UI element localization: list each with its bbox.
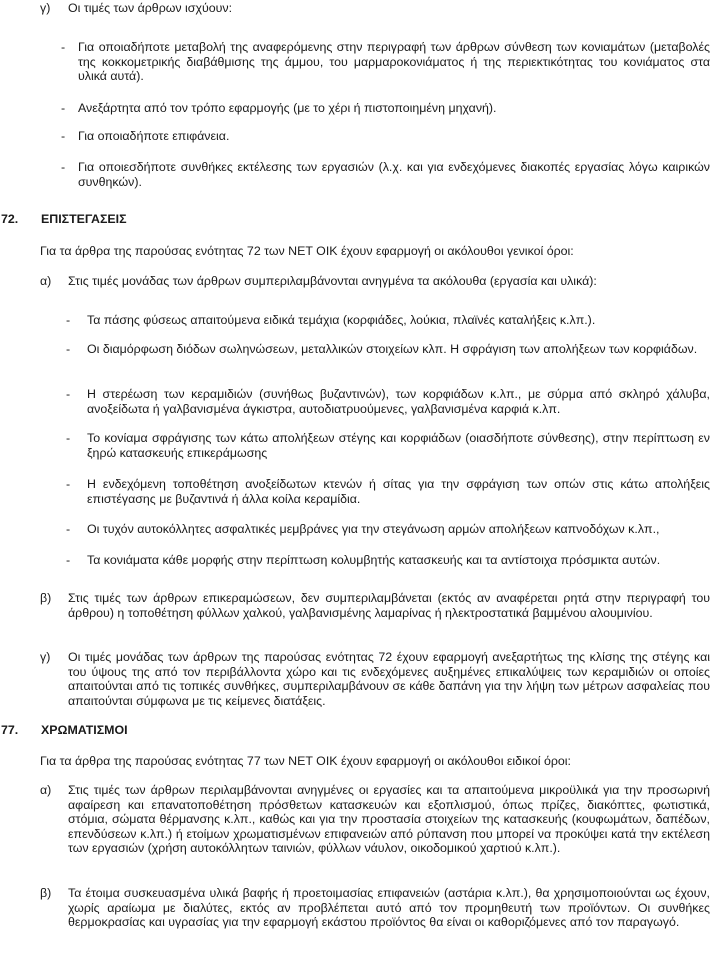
dash-marker: - [66,342,71,356]
paragraph: Στις τιμές των άρθρων περιλαμβάνονται ανηγμένες οι εργασίες και τα απαιτούμενα μικρoϋλικά για την προσωρινή αφαίρεση και επανατοποθέτηση πρόσθετων κατασκευών και εξοπλισμού, όπως πρίζες, διακόπτες, φωτιστικά, στόμια, σώματα θέρμανσης κ.λπ., καθώς και για την προστασία στοιχείων της κατασκευής (κουφωμάτων, δαπέδων, επενδύσεων κ.λπ.) ή ετοίμων χρωματισμένων επιφανειών από ρύπανση που μπορεί να προκύψει κατά την εκτέλεση των εργασιών (χρήση αυτοκόλλητων ταινιών, φύλλων νάυλον, οικοδομικού χαρτιού κ.λπ.). [68,783,710,856]
item-marker: γ) [40,1,51,15]
paragraph: Στις τιμές μονάδας των άρθρων συμπεριλαμβάνονται ανηγμένα τα ακόλουθα (εργασία και υλικά): [68,274,597,288]
dash-marker: - [66,553,71,567]
item-marker: β) [40,886,52,900]
section-title: ΧΡΩΜΑΤΙΣΜΟΙ [41,723,128,737]
list-item: Οι τυχόν αυτοκόλλητες ασφαλτικές μεμβράνες για την στεγάνωση αρμών απολήξεων καπνοδόχων κ.λπ., [87,522,660,536]
dash-marker: - [66,431,71,445]
section-intro: Για τα άρθρα της παρούσας ενότητας 72 των ΝΕΤ ΟΙΚ έχουν εφαρμογή οι ακόλουθοι γενικοί όροι: [40,244,574,258]
dash-marker: - [66,477,71,491]
paragraph: Οι τιμές μονάδας των άρθρων της παρούσας ενότητας 72 έχουν εφαρμογή ανεξαρτήτως της κλίσης της στέγης και του ύψους της από τον περιβάλλοντα χώρο και τις ενδεχόμενες αυξημένες επικαλύψεις των κεραμιδιών οι οποίες απαιτούνται από τις τοπικές συνθήκες, συμπεριλαμβάνουν σε κάθε δαπάνη για την λήψη των μέτρων ασφαλείας που απαιτούνται σύμφωνα με τις κείμενες διατάξεις. [68,650,710,708]
dash-marker: - [66,387,71,401]
section-heading [1,212,301,228]
dash-marker: - [61,40,66,54]
paragraph: Οι τιμές των άρθρων ισχύουν: [68,1,233,15]
list-item: Η στερέωση των κεραμιδιών (συνήθως βυζαντινών), των κορφιάδων κ.λπ., με σύρμα από σκληρό χάλυβα, ανοξείδωτα ή γαλβανισμένα άγκιστρα, αυτοδιατρυούμενες, γαλβανισμένα καρφιά κ.λπ. [87,387,710,416]
dash-marker: - [61,129,66,143]
section-number: 72. [1,212,19,226]
dash-marker: - [66,313,71,327]
section-number: 77. [1,723,19,737]
section-title: ΕΠΙΣΤΕΓΑΣΕΙΣ [41,212,127,226]
item-marker: α) [40,274,52,288]
list-item: Η ενδεχόμενη τοποθέτηση ανοξείδωτων κτενών ή σίτας για την σφράγιση των οπών στις κάτω απολήξεις επιστέγασης με βυζαντινά ή άλλα κοίλα κεραμίδια. [87,477,710,506]
paragraph: Στις τιμές των άρθρων επικεραμώσεων, δεν συμπεριλαμβάνεται (εκτός αν αναφέρεται ρητά στην περιγραφή του άρθρου) η τοποθέτηση φύλλων χαλκού, γαλβανισμένης λαμαρίνας ή ηλεκτροστατικά βαμμένου αλουμινίου. [68,591,710,620]
list-item: Το κονίαμα σφράγισης των κάτω απολήξεων στέγης και κορφιάδων (οιασδήποτε σύνθεσης), στην περίπτωση εν ξηρώ κατασκευής επικεράμωσης [87,431,710,460]
dash-marker: - [66,522,71,536]
dash-marker: - [61,160,66,174]
item-marker: α) [40,783,52,797]
section-intro: Για τα άρθρα της παρούσας ενότητας 77 των ΝΕΤ ΟΙΚ έχουν εφαρμογή οι ακόλουθοι ειδικοί όροι: [40,754,571,768]
section-heading [1,723,301,739]
list-item: Τα πάσης φύσεως απαιτούμενα ειδικά τεμάχια (κορφιάδες, λούκια, πλαϊνές καταλήξεις κ.λπ.). [87,313,596,327]
item-marker: γ) [40,650,51,664]
item-marker: β) [40,591,52,605]
dash-marker: - [61,101,66,115]
list-item: Τα κονιάματα κάθε μορφής στην περίπτωση κολυμβητής κατασκευής και τα αντίστοιχα πρόσμικτα αυτών. [87,553,661,567]
list-item: Ανεξάρτητα από τον τρόπο εφαρμογής (με το χέρι ή πιστοποιημένη μηχανή). [78,101,497,115]
list-item: Οι διαμόρφωση διόδων σωληνώσεων, μεταλλικών στοιχείων κλπ. Η σφράγιση των απολήξεων των κορφιάδων. [87,342,698,356]
list-item: Για οποιαδήποτε μεταβολή της αναφερόμενης στην περιγραφή των άρθρων σύνθεση των κονιαμάτων (μεταβολές της κοκκομετρικής διαβάθμισης της άμμου, του μαρμαροκονιάματος ή της περιεκτικότητας του κονιάματος στα υλικά αυτά). [78,40,710,84]
paragraph: Τα έτοιμα συσκευασμένα υλικά βαφής ή προετοιμασίας επιφανειών (αστάρια κ.λπ.), θα χρησιμοποιούνται ως έχουν, χωρίς αραίωμα με διαλύτες, εκτός αν προβλέπεται αυτό από τον προμηθευτή των προϊόντων. Οι συνθήκες θερμοκρασίας και υγρασίας για την εφαρμογή εκάστου προϊόντος θα είναι οι καθοριζόμενες από τον παραγωγό. [68,886,710,930]
list-item: Για οποιεσδήποτε συνθήκες εκτέλεσης των εργασιών (λ.χ. και για ενδεχόμενες διακοπές εργασίας λόγω καιρικών συνθηκών). [78,160,710,189]
list-item: Για οποιαδήποτε επιφάνεια. [78,129,230,143]
